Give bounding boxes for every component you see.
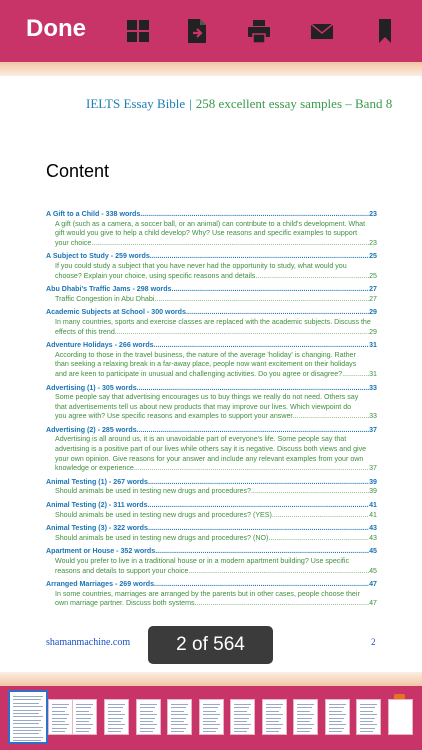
thumbnail-text-line xyxy=(360,711,373,712)
page-thumbnail[interactable] xyxy=(293,699,318,735)
toc-description-text: Traffic Congestion in Abu Dhabi. xyxy=(55,294,157,303)
toc-leader-dots xyxy=(93,239,369,249)
toc-entry[interactable] xyxy=(46,210,377,248)
thumbnails-grid-icon[interactable] xyxy=(125,18,151,44)
thumbnail-text-line xyxy=(329,711,342,712)
toc-leader-dots xyxy=(268,534,369,544)
thumbnail-text-line xyxy=(140,714,157,715)
toc-entry-title[interactable] xyxy=(46,426,377,436)
thumbnail-text-line xyxy=(203,714,220,715)
thumbnail-text-line xyxy=(76,724,93,725)
toc-description-page: 29 xyxy=(369,327,377,336)
thumbnail-current-page[interactable] xyxy=(8,690,48,744)
page-thumbnail[interactable] xyxy=(325,699,350,735)
thumbnail-text-line xyxy=(234,724,251,725)
thumbnail-text-line xyxy=(329,714,346,715)
thumbnail-text-line xyxy=(140,718,155,719)
toc-description-line: In some countries, marriages are arranged by the parents but in other cases, people choose their xyxy=(55,589,360,598)
book-title: IELTS Essay Bible xyxy=(86,96,186,111)
toc-description-line: In many countries, sports and exercise classes are replaced with the academic subjects. Discuss the xyxy=(55,317,371,326)
thumbnail-text-line xyxy=(297,707,312,708)
toc-page-number: 33 xyxy=(369,383,377,392)
thumbnail-text-line xyxy=(203,707,218,708)
footer-website[interactable]: shamanmachine.com xyxy=(46,637,131,648)
toc-description-last-line xyxy=(46,412,377,422)
thumbnail-text-line xyxy=(329,721,342,722)
toolbar-shadow-stripe xyxy=(0,62,422,76)
thumbnail-text-line xyxy=(13,716,43,717)
toc-page-number: 45 xyxy=(369,547,377,556)
toc-description-last-line xyxy=(46,272,377,282)
thumbnail-text-line xyxy=(52,711,65,712)
toc-description-last-line xyxy=(46,567,377,577)
toc-description-text: and are keen to participate in unusual and challenging activities. Do you agree or disagree? xyxy=(55,369,343,378)
thumbnail-text-line xyxy=(329,724,346,725)
thumbnail-text-line xyxy=(360,721,373,722)
thumbnail-text-line xyxy=(13,699,41,700)
thumbnail-text-line xyxy=(171,724,188,725)
toc-leader-dots xyxy=(197,599,370,609)
thumbnail-text-line xyxy=(13,733,39,734)
toc-description-line: than seeking a relaxing break in a far-away place, people now want excitement on their holidays xyxy=(55,360,357,369)
toc-entry-title[interactable] xyxy=(46,524,377,534)
thumbnail-text-line xyxy=(140,731,153,732)
thumbnail-text-line xyxy=(76,721,89,722)
toc-description-line: that advertisements tell us about new products that may improve our lives. Which viewpoint do xyxy=(55,402,352,411)
toc-entry[interactable] xyxy=(46,384,377,422)
toc-leader-dots xyxy=(156,295,369,305)
toc-entry-title[interactable] xyxy=(46,547,377,557)
toc-leader-dots xyxy=(137,384,369,394)
toc-title-text: Apartment or House - 352 words xyxy=(46,547,156,556)
thumbnail-text-line xyxy=(52,704,69,705)
thumbnail-text-line xyxy=(13,737,43,738)
toc-description-page: 47 xyxy=(369,599,377,608)
thumbnail-text-line xyxy=(329,707,344,708)
toc-leader-dots xyxy=(171,285,369,295)
thumbnail-text-line xyxy=(297,704,314,705)
toc-title-text: Advertising (1) - 305 words xyxy=(46,383,137,392)
thumbnail-text-line xyxy=(360,714,377,715)
thumbnail-text-line xyxy=(171,704,188,705)
toc-leader-dots xyxy=(148,478,369,488)
toc-description-line: Advertising is all around us, it is an unavoidable part of everyone's life. Some people say that xyxy=(55,435,347,444)
toc-description-page: 45 xyxy=(369,566,377,575)
thumbnail-text-line xyxy=(140,704,157,705)
thumbnail-text-line xyxy=(76,731,89,732)
toc-title-text: Animal Testing (1) - 267 words xyxy=(46,477,148,486)
page-thumbnail[interactable] xyxy=(388,699,413,735)
header-separator: | xyxy=(189,96,192,111)
thumbnail-text-line xyxy=(203,721,216,722)
thumbnail-text-line xyxy=(203,718,218,719)
page-thumbnail[interactable] xyxy=(48,699,73,735)
thumbnail-text-line xyxy=(171,718,186,719)
thumbnail-text-line xyxy=(13,713,39,714)
toc-description-text: you agree with? Use specific reasons and examples to support your answer. xyxy=(55,412,295,421)
bookmark-icon[interactable] xyxy=(372,18,398,44)
toc-description-line: your own opinion. Give reasons for your answer and include any relevant examples from your own xyxy=(55,454,364,463)
toc-entry[interactable] xyxy=(46,547,377,576)
toc-leader-dots xyxy=(136,464,369,474)
toc-leader-dots xyxy=(190,567,369,577)
thumbnail-text-line xyxy=(108,728,123,729)
toc-leader-dots xyxy=(148,501,370,511)
thumbnail-text-line xyxy=(234,711,247,712)
thumbnail-text-line xyxy=(203,704,220,705)
toc-entry-title[interactable] xyxy=(46,501,377,511)
toc-leader-dots xyxy=(140,210,369,220)
toc-description-line: gift would you give to help a child develop? Why? Use reasons and specific examples to support xyxy=(55,229,358,238)
thumbnail-text-line xyxy=(360,731,373,732)
toc-title-text: A Gift to a Child - 338 words xyxy=(46,210,141,218)
thumbnail-text-line xyxy=(52,724,69,725)
thumbnail-text-line xyxy=(13,727,43,728)
thumbnail-text-line xyxy=(297,724,314,725)
thumbnail-text-line xyxy=(266,721,279,722)
export-document-icon[interactable] xyxy=(184,18,210,44)
bottom-shadow-stripe xyxy=(0,672,422,686)
toc-leader-dots xyxy=(294,412,369,422)
toc-entry[interactable] xyxy=(46,478,377,497)
toc-description-last-line xyxy=(46,599,377,609)
thumbnail-text-line xyxy=(108,721,121,722)
table-of-contents xyxy=(46,210,377,613)
thumbnail-text-line xyxy=(140,728,155,729)
toc-title-text: A Subject to Study - 259 words xyxy=(46,252,150,261)
toc-description-page: 33 xyxy=(369,412,377,421)
thumbnail-text-line xyxy=(266,718,281,719)
thumbnail-text-line xyxy=(52,714,69,715)
page-thumbnail[interactable] xyxy=(104,699,129,735)
page-thumbnail[interactable] xyxy=(262,699,287,735)
toc-description-last-line xyxy=(46,487,377,497)
thumbnail-text-line xyxy=(108,711,121,712)
thumbnail-text-line xyxy=(76,718,91,719)
toc-title-text: Animal Testing (2) - 311 words xyxy=(46,501,148,510)
thumbnail-text-line xyxy=(108,714,125,715)
toc-leader-dots xyxy=(251,487,369,497)
toc-description-last-line xyxy=(46,370,377,380)
toc-entry[interactable] xyxy=(46,341,377,379)
thumbnail-text-line xyxy=(171,707,186,708)
thumbnail-text-line xyxy=(52,728,67,729)
toc-leader-dots xyxy=(272,511,369,521)
thumbnail-text-line xyxy=(171,721,184,722)
thumbnail-text-line xyxy=(203,728,218,729)
thumbnail-text-line xyxy=(52,731,65,732)
page-thumbnail[interactable] xyxy=(199,699,224,735)
toc-description-last-line xyxy=(46,464,377,474)
thumbnail-text-line xyxy=(76,728,91,729)
thumbnail-text-line xyxy=(234,721,247,722)
thumbnail-text-line xyxy=(360,718,375,719)
done-button[interactable]: Done xyxy=(26,15,86,42)
toc-entry-title[interactable] xyxy=(46,308,377,318)
thumbnail-text-line xyxy=(297,731,310,732)
thumbnail-text-line xyxy=(171,731,184,732)
toc-description-last-line xyxy=(46,511,377,521)
thumbnail-text-line xyxy=(171,714,188,715)
toc-description-text: your choice. xyxy=(55,238,94,247)
thumbnail-text-line xyxy=(266,728,281,729)
thumbnail-text-line xyxy=(360,724,377,725)
toc-entry[interactable] xyxy=(46,285,377,304)
thumbnail-text-line xyxy=(297,711,310,712)
thumbnail-text-line xyxy=(234,714,251,715)
toc-page-number: 47 xyxy=(369,580,377,589)
thumbnail-text-line xyxy=(108,731,121,732)
toc-page-number: 41 xyxy=(369,501,377,510)
thumbnail-text-line xyxy=(360,707,375,708)
thumbnail-text-line xyxy=(297,721,310,722)
toc-entry-title[interactable] xyxy=(46,580,377,590)
thumbnail-text-line xyxy=(297,714,314,715)
toc-page-number: 25 xyxy=(369,252,377,261)
thumbnail-text-line xyxy=(76,711,89,712)
thumbnail-text-line xyxy=(329,731,342,732)
toc-description-line: A gift (such as a camera, a soccer ball, or an animal) can contribute to a child's development. What xyxy=(55,219,366,228)
thumbnail-text-line xyxy=(266,704,283,705)
thumbnail-text-line xyxy=(13,723,39,724)
toc-entry[interactable] xyxy=(46,524,377,543)
toc-leader-dots xyxy=(148,524,369,534)
toc-entry-title[interactable] xyxy=(46,384,377,394)
toc-leader-dots xyxy=(154,341,369,351)
thumbnail-text-line xyxy=(76,704,93,705)
page-title: Content xyxy=(46,161,110,181)
thumbnail-text-line xyxy=(171,711,184,712)
page-thumbnail[interactable] xyxy=(230,699,255,735)
page-thumbnail[interactable] xyxy=(136,699,161,735)
page-thumbnail[interactable] xyxy=(167,699,192,735)
toc-description-line: According to those in the travel business, the nature of the average 'holiday' is changing. Rather xyxy=(55,350,356,359)
thumbnail-text-line xyxy=(203,724,220,725)
toc-leader-dots xyxy=(137,426,369,436)
page-indicator: 2 of 564 xyxy=(148,626,273,664)
thumbnail-text-line xyxy=(234,731,247,732)
thumbnail-text-line xyxy=(108,718,123,719)
toc-description-last-line xyxy=(46,328,377,338)
thumbnail-text-line xyxy=(329,718,344,719)
top-toolbar xyxy=(0,0,422,62)
toc-description-page: 37 xyxy=(369,464,377,473)
thumbnail-text-line xyxy=(203,731,216,732)
toc-entry-title[interactable] xyxy=(46,478,377,488)
thumbnail-text-line xyxy=(13,696,43,697)
toc-leader-dots xyxy=(117,328,369,338)
thumbnail-text-line xyxy=(13,706,43,707)
toc-page-number: 37 xyxy=(369,425,377,434)
toc-description-text: Should animals be used in testing new drugs and procedures? (YES) xyxy=(55,510,272,519)
toc-title-text: Animal Testing (3) - 322 words xyxy=(46,524,148,533)
toc-page-number: 27 xyxy=(369,285,377,294)
thumbnail-text-line xyxy=(234,704,251,705)
toc-description-text: reasons and details to support your choice. xyxy=(55,566,191,575)
page-thumbnail[interactable] xyxy=(72,699,97,735)
toc-description-text: Should animals be used in testing new drugs and procedures? (NO) xyxy=(55,533,269,542)
thumbnail-text-line xyxy=(52,707,67,708)
toc-description-page: 41 xyxy=(369,510,377,519)
thumbnail-text-line xyxy=(234,718,249,719)
thumbnail-text-line xyxy=(13,710,41,711)
page-header xyxy=(86,96,392,112)
thumbnail-text-line xyxy=(171,728,186,729)
thumbnail-text-line xyxy=(108,704,125,705)
toc-description-text: Should animals be used in testing new drugs and procedures? xyxy=(55,487,251,496)
thumbnail-text-line xyxy=(76,714,93,715)
thumbnail-text-line xyxy=(266,711,279,712)
thumbnail-text-line xyxy=(234,728,249,729)
toc-page-number: 23 xyxy=(369,210,377,218)
toc-leader-dots xyxy=(155,547,369,557)
toc-description-last-line xyxy=(46,534,377,544)
toc-page-number: 29 xyxy=(369,308,377,317)
toc-description-line: advertising is a positive part of our lives while others say it is negative. Discuss both views and give xyxy=(55,445,367,454)
toc-title-text: Academic Subjects at School - 300 words xyxy=(46,308,186,317)
toc-description-page: 23 xyxy=(369,238,377,247)
thumbnail-text-line xyxy=(13,703,39,704)
toc-title-text: Advertising (2) - 285 words xyxy=(46,425,137,434)
toc-title-text: Abu Dhabi's Traffic Jams - 298 words xyxy=(46,285,172,294)
thumbnail-text-line xyxy=(266,724,283,725)
toc-description-text: choose? Explain your choice, using specific reasons and details. xyxy=(55,271,258,280)
thumbnail-text-line xyxy=(108,707,123,708)
toc-description-page: 39 xyxy=(369,487,377,496)
toc-entry[interactable] xyxy=(46,501,377,520)
thumbnail-text-line xyxy=(329,704,346,705)
thumbnail-text-line xyxy=(360,704,377,705)
toc-description-text: effects of this trend. xyxy=(55,327,117,336)
toc-description-text: knowledge or experience. xyxy=(55,464,136,473)
toc-description-page: 43 xyxy=(369,533,377,542)
thumbnail-text-line xyxy=(52,721,65,722)
thumbnail-text-line xyxy=(140,721,153,722)
print-icon[interactable] xyxy=(246,18,272,44)
thumbnail-text-line xyxy=(203,711,216,712)
email-icon[interactable] xyxy=(309,18,335,44)
toc-description-page: 25 xyxy=(369,271,377,280)
toc-entry-title[interactable] xyxy=(46,341,377,351)
thumbnail-text-line xyxy=(76,707,91,708)
toc-page-number: 39 xyxy=(369,477,377,486)
thumbnail-text-line xyxy=(140,707,155,708)
toc-description-last-line xyxy=(46,295,377,305)
toc-page-number: 31 xyxy=(369,341,377,350)
thumbnail-text-line xyxy=(297,728,312,729)
toc-description-last-line xyxy=(46,239,377,249)
toc-leader-dots xyxy=(342,370,369,380)
page-thumbnail[interactable] xyxy=(356,699,381,735)
toc-entry[interactable] xyxy=(46,308,377,337)
thumbnail-text-line xyxy=(266,707,281,708)
toc-entry-title[interactable] xyxy=(46,252,377,262)
toc-description-line: Some people say that advertising encourages us to buy things we really do not need. Others say xyxy=(55,393,359,402)
toc-leader-dots xyxy=(257,272,369,282)
thumbnail-text-line xyxy=(266,714,283,715)
toc-description-text: own marriage partner. Discuss both systems. xyxy=(55,599,197,608)
thumbnail-text-line xyxy=(360,728,375,729)
toc-entry[interactable] xyxy=(46,426,377,474)
thumbnail-text-line xyxy=(329,728,344,729)
book-subtitle: 258 excellent essay samples – Band 8 xyxy=(195,96,393,111)
thumbnail-text-line xyxy=(297,718,312,719)
toc-leader-dots xyxy=(150,252,369,262)
toc-title-text: Arranged Marriages - 269 words xyxy=(46,580,155,589)
thumbnail-text-line xyxy=(140,711,153,712)
thumbnail-text-line xyxy=(13,720,41,721)
toc-leader-dots xyxy=(186,308,369,318)
thumbnail-text-line xyxy=(234,707,249,708)
toc-description-line: If you could study a subject that you have never had the opportunity to study, what would you xyxy=(55,261,347,270)
toc-entry-title[interactable] xyxy=(46,210,377,220)
thumbnail-text-line xyxy=(13,740,41,741)
thumbnail-text-line xyxy=(13,730,41,731)
thumbnail-text-line xyxy=(108,724,125,725)
toc-entry[interactable] xyxy=(46,252,377,281)
toc-description-page: 31 xyxy=(369,369,377,378)
toc-title-text: Adventure Holidays - 266 words xyxy=(46,341,154,350)
footer-page-number: 2 xyxy=(371,637,376,647)
toc-page-number: 43 xyxy=(369,524,377,533)
toc-entry-title[interactable] xyxy=(46,285,377,295)
thumbnail-text-line xyxy=(140,724,157,725)
toc-leader-dots xyxy=(154,580,369,590)
thumbnail-text-line xyxy=(52,718,67,719)
toc-description-page: 27 xyxy=(369,294,377,303)
toc-description-line: Would you prefer to live in a traditional house or in a modern apartment building? Use specific xyxy=(55,557,350,565)
toc-entry[interactable] xyxy=(46,580,377,609)
thumbnail-text-line xyxy=(266,731,279,732)
